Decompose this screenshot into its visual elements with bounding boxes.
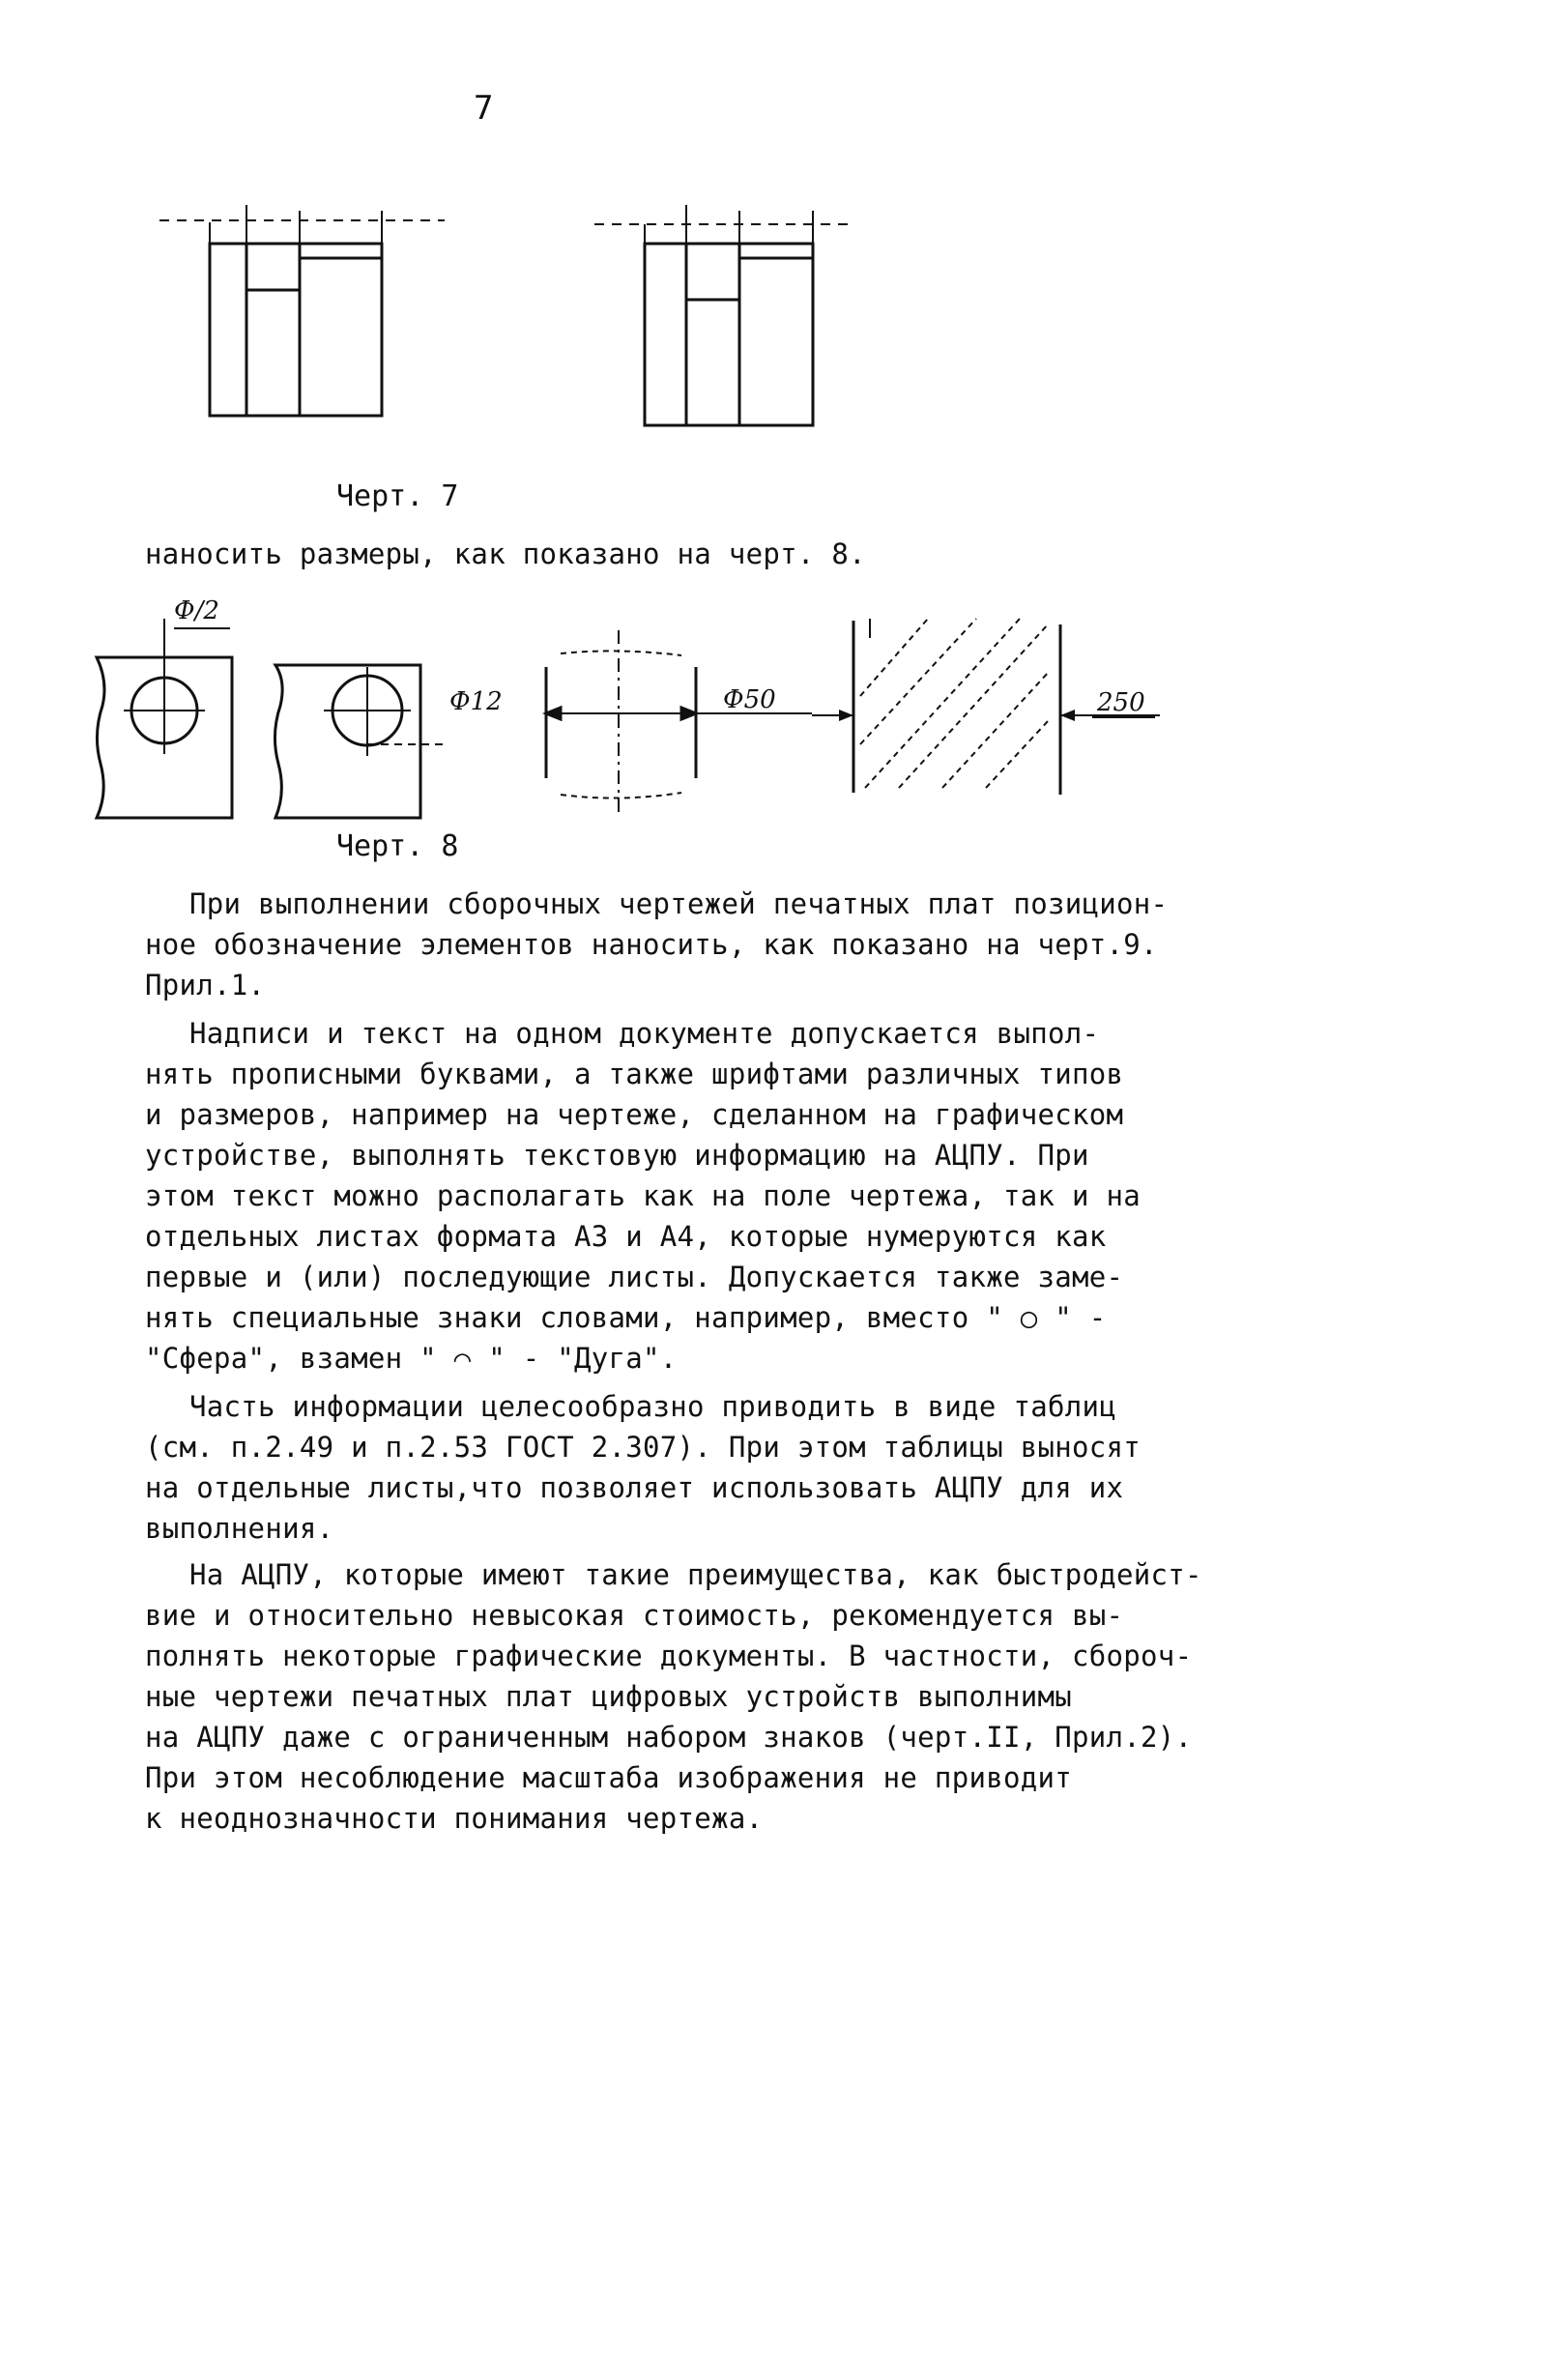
figure-7-caption: Черт. 7 bbox=[336, 479, 459, 513]
text-line: Надписи и текст на одном документе допускается выпол- bbox=[189, 1017, 1100, 1050]
text-line: на отдельные листы,что позволяет использовать АЦПУ для их bbox=[145, 1471, 1124, 1504]
page-number: 7 bbox=[474, 89, 494, 128]
text-line: ное обозначение элементов наносить, как показано на черт.9. bbox=[145, 928, 1158, 961]
text-line: и размеров, например на чертеже, сделанном на графическом bbox=[145, 1098, 1124, 1131]
text-line: На АЦПУ, которые имеют такие преимущества, как быстродейст- bbox=[189, 1558, 1202, 1591]
text-line: Часть информации целесообразно приводить в виде таблиц bbox=[189, 1390, 1117, 1423]
text-line: этом текст можно располагать как на поле чертежа, так и на bbox=[145, 1179, 1142, 1212]
text-line: к неоднозначности понимания чертежа. bbox=[145, 1802, 764, 1835]
text-line: "Сфера", взамен " ⌒ " - "Дуга". bbox=[145, 1342, 678, 1375]
diameter-label-side: Ф12 bbox=[449, 687, 503, 716]
text-line: на АЦПУ даже с ограниченным набором знаков (черт.II, Прил.2). bbox=[145, 1721, 1193, 1754]
text-line: нять специальные знаки словами, например, вместо " ○ " - bbox=[145, 1301, 1107, 1334]
diameter-label-50: Ф50 bbox=[723, 685, 776, 714]
text-line: При этом несоблюдение масштаба изображения не приводит bbox=[145, 1761, 1073, 1794]
intro-line: наносить размеры, как показано на черт. 8. bbox=[145, 537, 866, 570]
text-line: отдельных листах формата А3 и А4, которые нумеруются как bbox=[145, 1220, 1107, 1253]
figure-8-cylinder bbox=[546, 630, 812, 812]
diameter-label-top: Ф/2 bbox=[174, 596, 219, 625]
text-line: ные чертежи печатных плат цифровых устройств выполнимы bbox=[145, 1680, 1073, 1713]
figure-8-plate-1 bbox=[97, 619, 232, 818]
text-line: вие и относительно невысокая стоимость, рекомендуется вы- bbox=[145, 1599, 1124, 1632]
text-line: (см. п.2.49 и п.2.53 ГОСТ 2.307). При этом таблицы выносят bbox=[145, 1431, 1142, 1464]
figure-8-caption: Черт. 8 bbox=[336, 829, 459, 863]
text-line: полнять некоторые графические документы. В частности, сбороч- bbox=[145, 1640, 1193, 1672]
text-line: нять прописными буквами, а также шрифтами различных типов bbox=[145, 1058, 1124, 1090]
text-line: При выполнении сборочных чертежей печатных плат позицион- bbox=[189, 887, 1169, 920]
text-line: выполнения. bbox=[145, 1512, 334, 1545]
text-line: первые и (или) последующие листы. Допускается также заме- bbox=[145, 1261, 1124, 1293]
figure-8-drawing bbox=[0, 0, 1561, 870]
text-line: устройстве, выполнять текстовую информацию на АЦПУ. При bbox=[145, 1139, 1089, 1172]
figure-8-plate-2 bbox=[275, 665, 445, 818]
dimension-label-250: 250 bbox=[1097, 688, 1145, 717]
text-line: Прил.1. bbox=[145, 969, 266, 1001]
